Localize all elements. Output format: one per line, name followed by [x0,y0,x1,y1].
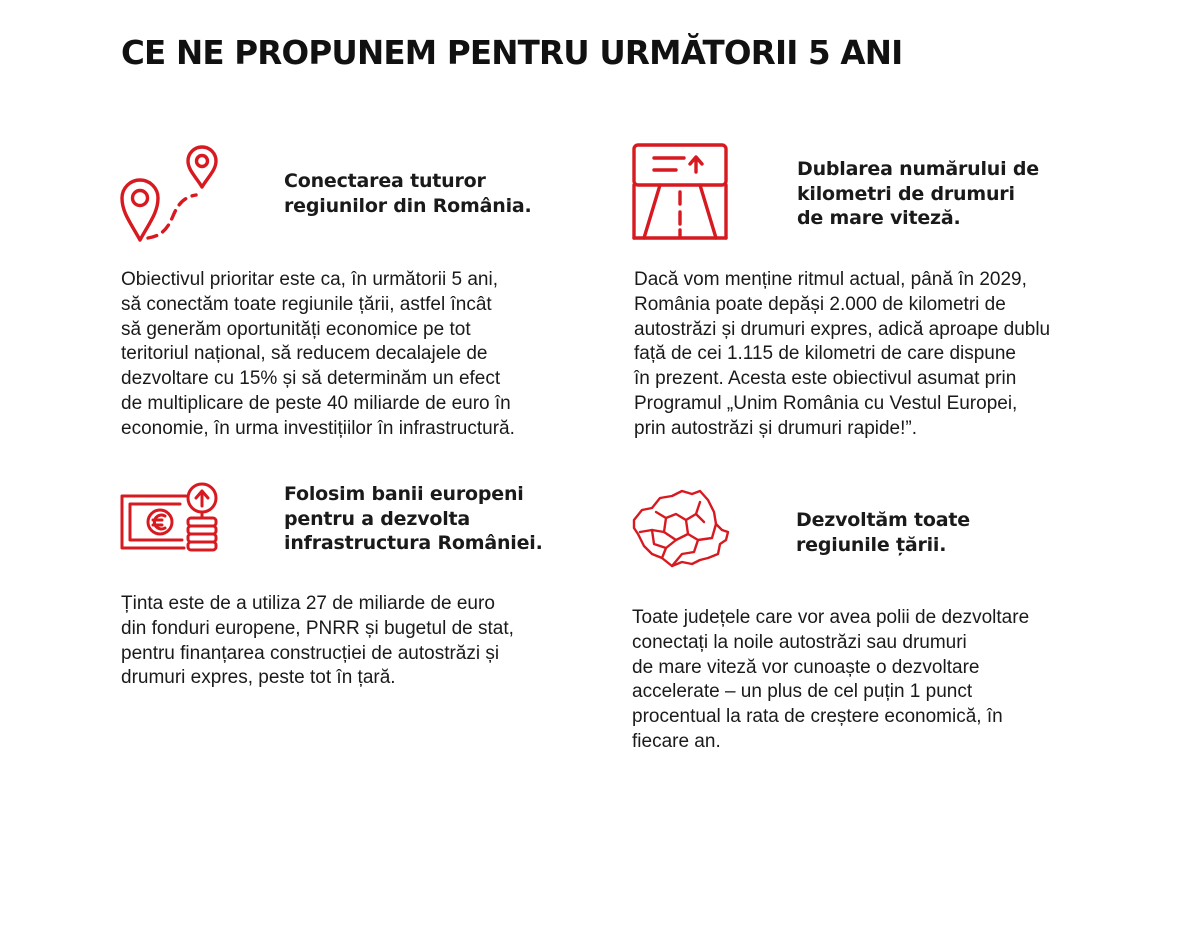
romania-map-icon [630,488,730,570]
section-body: Ținta este de a utiliza 27 de miliarde de euro din fonduri europene, PNRR și bugetul de stat, pentru finanțarea construcției de autostrăzi și drumuri expres, peste tot în țară. [121,593,514,689]
section-body: Dacă vom menține ritmul actual, până în 2029, România poate depăși 2.000 de kilometri de autostrăzi și drumuri expres, adică aproape dublu față de cei 1.115 de kilometri de care dispune în prezent. Acesta este obiectivul asumat prin Programul „Unim România cu Vestul Europei, prin autostrăzi și drumuri rapide!”. [634,269,1051,439]
route-pin-icon [118,142,220,242]
section-heading: Folosim banii europeni pentru a dezvolta infrastructura României. [284,483,543,554]
section-body: Obiectivul prioritar este ca, în următorii 5 ani, să conectăm toate regiunile țării, astfel încât să generăm oportunități economice pe tot teritoriul național, să reducem decalajele de dezvoltare cu 15% și să determinăm un efect de multiplicare de peste 40 miliarde de euro în economie, în urma investițiilor în infrastructură. [121,269,515,439]
section-heading: Conectarea tuturor regiunilor din România. [284,170,532,217]
section-heading: Dublarea numărului de kilometri de drumuri de mare viteză. [797,158,1039,229]
page-title: CE NE PROPUNEM PENTRU URMĂTORII 5 ANI [121,34,903,72]
section-heading: Dezvoltăm toate regiunile țării. [796,509,970,556]
highway-sign-icon [630,142,730,242]
euro-banknote-coins-icon [120,482,220,552]
section-body: Toate județele care vor avea polii de dezvoltare conectați la noile autostrăzi sau drumuri de mare viteză vor cunoaște o dezvoltare accelerate – un plus de cel puțin 1 punct procentual la rata de creștere economică, în fiecare an. [632,607,1030,752]
